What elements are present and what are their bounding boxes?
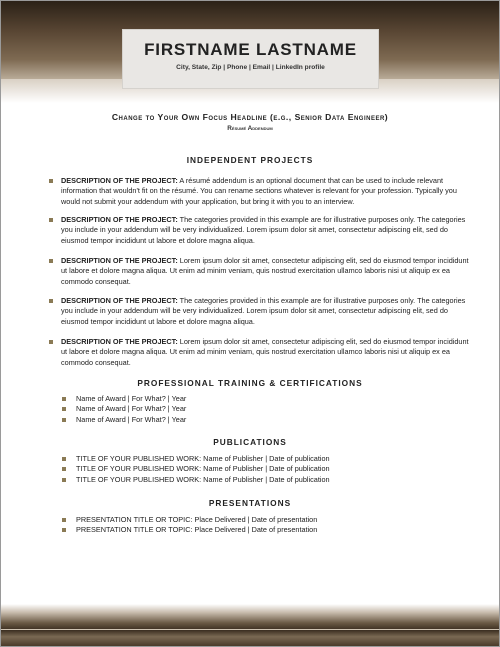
project-item <box>61 215 473 246</box>
training-list <box>61 394 461 425</box>
name-banner <box>122 29 379 89</box>
project-label: DESCRIPTION OF THE PROJECT: <box>61 296 178 305</box>
section-heading-publications: PUBLICATIONS <box>213 437 287 447</box>
square-bullet-icon <box>49 299 53 303</box>
project-text: Lorem ipsum dolor sit amet, consectetur adipiscing elit, sed do eiusmod tempor incididunt ut labore et dolore magna aliqua. Ut enim ad minim veniam, quis nostrud exercitation ullamco laboris nisi ut aliquip ex ea commodo consequat. <box>61 337 469 367</box>
project-text: Lorem ipsum dolor sit amet, consectetur adipiscing elit, sed do eiusmod tempor incididunt ut labore et dolore magna aliqua. Ut enim ad minim veniam, quis nostrud exercitation ullamco laboris nisi ut aliquip ex ea commodo consequat. <box>61 256 469 286</box>
project-text: The categories provided in this example are for illustrative purposes only. The categories you include in your addendum will be very individualized. Lorem ipsum dolor sit amet, consectetur adipiscing elit, sed do eiusmod tempor incididunt ut labore et dolore magna aliqua. <box>61 296 466 326</box>
project-text: The categories provided in this example are for illustrative purposes only. The categories you include in your addendum will be very individualized. Lorem ipsum dolor sit amet, consectetur adipiscing elit, sed do eiusmod tempor incididunt ut labore et dolore magna aliqua. <box>61 215 466 245</box>
square-bullet-icon <box>62 418 66 422</box>
square-bullet-icon <box>62 478 66 482</box>
addendum-subheadline: Résumé Addendum <box>227 125 273 132</box>
square-bullet-icon <box>62 528 66 532</box>
list-item: Name of Award | For What? | Year <box>61 404 461 414</box>
square-bullet-icon <box>62 467 66 471</box>
project-item <box>61 337 473 368</box>
project-item <box>61 256 473 287</box>
project-item <box>61 176 473 207</box>
list-item: Name of Award | For What? | Year <box>61 394 461 404</box>
section-heading-projects: INDEPENDENT PROJECTS <box>186 155 314 165</box>
list-item: TITLE OF YOUR PUBLISHED WORK: Name of Publisher | Date of publication <box>61 454 461 464</box>
publications-list <box>61 454 461 485</box>
list-item: TITLE OF YOUR PUBLISHED WORK: Name of Publisher | Date of publication <box>61 475 461 485</box>
square-bullet-icon <box>62 457 66 461</box>
bottom-divider <box>1 629 499 630</box>
square-bullet-icon <box>49 340 53 344</box>
candidate-name: FIRSTNAME LASTNAME <box>144 40 357 59</box>
bottom-decorative-band <box>1 604 499 646</box>
section-heading-training: PROFESSIONAL TRAINING & CERTIFICATIONS <box>137 378 363 388</box>
contact-info: City, State, Zip | Phone | Email | LinkedIn profile <box>176 64 325 71</box>
list-item: PRESENTATION TITLE OR TOPIC: Place Delivered | Date of presentation <box>61 515 461 525</box>
square-bullet-icon <box>49 259 53 263</box>
square-bullet-icon <box>62 407 66 411</box>
project-label: DESCRIPTION OF THE PROJECT: <box>61 176 178 185</box>
project-label: DESCRIPTION OF THE PROJECT: <box>61 215 178 224</box>
section-heading-presentations: PRESENTATIONS <box>208 498 292 508</box>
project-item <box>61 296 473 327</box>
list-item: Name of Award | For What? | Year <box>61 415 461 425</box>
square-bullet-icon <box>62 518 66 522</box>
project-label: DESCRIPTION OF THE PROJECT: <box>61 337 178 346</box>
list-item: TITLE OF YOUR PUBLISHED WORK: Name of Publisher | Date of publication <box>61 464 461 474</box>
project-text: A résumé addendum is an optional document that can be used to include relevant information that wouldn't fit on the résumé. You can rename sections whatever is relevant for your profession. Typically you would not submit your addendum with your application, but bring it with you to an interview. <box>61 176 457 206</box>
presentations-list <box>61 515 461 536</box>
square-bullet-icon <box>49 179 53 183</box>
project-label: DESCRIPTION OF THE PROJECT: <box>61 256 178 265</box>
square-bullet-icon <box>49 218 53 222</box>
focus-headline: Change to Your Own Focus Headline (e.g., Senior Data Engineer) <box>111 112 389 122</box>
square-bullet-icon <box>62 397 66 401</box>
list-item: PRESENTATION TITLE OR TOPIC: Place Delivered | Date of presentation <box>61 525 461 535</box>
